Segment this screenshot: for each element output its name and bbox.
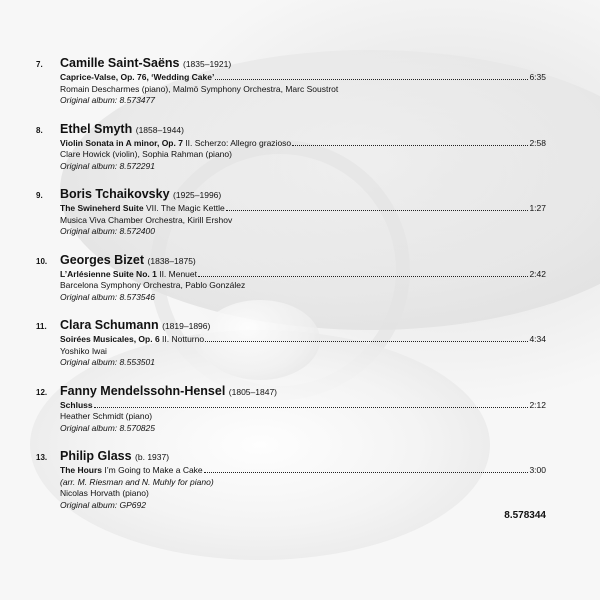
composer-name: Boris Tchaikovsky (60, 187, 170, 201)
work-text (60, 203, 225, 215)
original-album: Original album: 8.553501 (60, 357, 155, 367)
work-text (60, 334, 204, 346)
original-album: Original album: 8.570825 (60, 422, 155, 433)
original-album: Original album: 8.573546 (60, 291, 155, 302)
work-title: Violin Sonata in A minor, Op. 7 (60, 137, 183, 148)
dot-leader (292, 138, 528, 146)
performers: Clare Howick (violin), Sophia Rahman (piano) (60, 149, 232, 159)
performers: Barcelona Symphony Orchestra, Pablo González (60, 280, 246, 290)
work-title: Caprice-Valse, Op. 76, ‘Wedding Cake’ (60, 72, 215, 82)
track-number: 8. (36, 125, 43, 135)
performers: Musica Viva Chamber Orchestra, Kirill Ershov (60, 214, 233, 225)
work-title: Soirées Musicales, Op. 6 (60, 334, 160, 344)
track-duration: 3:00 (529, 465, 546, 475)
composer-line (60, 253, 546, 269)
work-line (60, 72, 546, 84)
composer-line (60, 56, 546, 72)
track-list (36, 56, 546, 526)
arranger: (arr. M. Riesman and N. Muhly for piano) (60, 476, 214, 487)
work-line (60, 203, 546, 215)
movement: VII. The Magic Kettle (143, 203, 225, 213)
composer-name: Camille Saint-Saëns (60, 56, 180, 70)
track-duration: 2:42 (529, 268, 546, 279)
track-entry (36, 122, 546, 173)
composer-name: Ethel Smyth (60, 121, 133, 136)
composer-name: Philip Glass (60, 449, 132, 463)
performers: Yoshiko Iwai (60, 345, 107, 356)
dot-leader (215, 72, 528, 80)
composer-line (60, 384, 546, 400)
composer-name: Clara Schumann (60, 318, 159, 332)
composer-name: Georges Bizet (60, 252, 145, 267)
original-album: Original album: 8.572291 (60, 160, 155, 171)
track-entry (36, 56, 546, 107)
composer-dates: (1858–1944) (135, 124, 184, 135)
track-entry (36, 318, 546, 369)
work-title: Schluss (60, 399, 93, 410)
work-line (60, 269, 546, 281)
work-title: The Swineherd Suite (60, 203, 144, 213)
track-number: 13. (36, 453, 48, 462)
work-line (60, 400, 546, 412)
composer-line (60, 187, 546, 203)
work-line (60, 334, 546, 346)
track-duration: 6:35 (529, 72, 546, 82)
work-text (60, 465, 203, 477)
work-text (60, 138, 291, 150)
dot-leader (198, 269, 528, 277)
track-duration: 4:34 (529, 334, 546, 344)
original-album: Original album: GP692 (60, 499, 146, 510)
composer-dates: (1805–1847) (228, 386, 278, 397)
catalog-number: 8.578344 (504, 510, 546, 521)
track-number: 11. (36, 322, 47, 331)
work-text (60, 400, 93, 412)
track-duration: 2:58 (529, 137, 546, 148)
work-line (60, 465, 546, 477)
work-title: L’Arlésienne Suite No. 1 (60, 268, 157, 279)
composer-line (60, 449, 546, 465)
composer-dates: (1835–1921) (182, 59, 232, 69)
movement: II. Notturno (159, 334, 205, 344)
dot-leader (226, 203, 529, 211)
composer-dates: (1819–1896) (162, 321, 211, 331)
movement: II. Scherzo: Allegro grazioso (182, 137, 292, 148)
performers: Romain Descharmes (piano), Malmö Symphony Orchestra, Marc Soustrot (60, 83, 339, 94)
track-duration: 1:27 (529, 203, 546, 213)
original-album: Original album: 8.572400 (60, 226, 155, 236)
track-number: 12. (36, 387, 48, 397)
composer-name: Fanny Mendelssohn-Hensel (60, 383, 226, 398)
movement: I’m Going to Make a Cake (102, 465, 203, 475)
composer-line (60, 318, 546, 334)
dot-leader (204, 465, 529, 473)
composer-dates: (b. 1937) (135, 452, 170, 462)
dot-leader (94, 400, 529, 408)
work-text (60, 72, 214, 84)
movement: II. Menuet (156, 268, 198, 279)
track-entry (36, 449, 546, 511)
track-number: 9. (36, 191, 43, 200)
dot-leader (205, 334, 528, 342)
composer-dates: (1838–1875) (147, 255, 196, 266)
work-title: The Hours (60, 465, 103, 475)
track-duration: 2:12 (529, 399, 546, 410)
composer-line (60, 122, 546, 138)
track-number: 7. (36, 60, 43, 69)
performers: Heather Schmidt (piano) (60, 411, 153, 421)
track-entry (36, 253, 546, 304)
original-album: Original album: 8.573477 (60, 95, 155, 105)
track-entry (36, 384, 546, 435)
composer-dates: (1925–1996) (173, 190, 222, 200)
performers: Nicolas Horvath (piano) (60, 488, 149, 498)
work-text (60, 269, 197, 281)
track-number: 10. (36, 256, 48, 266)
work-line (60, 138, 546, 150)
track-entry (36, 187, 546, 238)
